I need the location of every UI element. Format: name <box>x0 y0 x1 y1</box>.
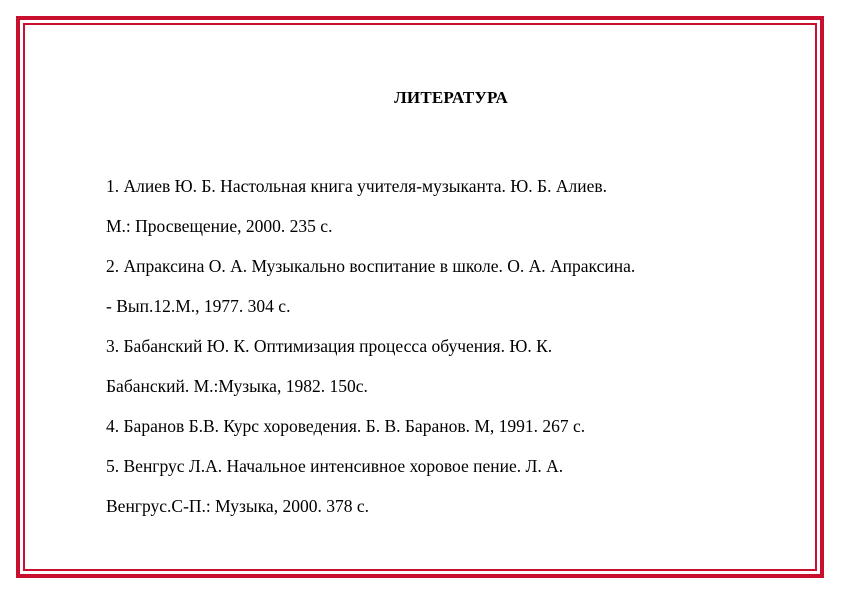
reference-line: 5. Венгрус Л.А. Начальное интенсивное хоровое пение. Л. А. <box>106 456 564 476</box>
reference-line: 3. Бабанский Ю. К. Оптимизация процесса обучения. Ю. К. <box>106 336 553 356</box>
page-title: ЛИТЕРАТУРА <box>394 88 508 107</box>
reference-line: - Вып.12.М., 1977. 304 с. <box>106 296 291 316</box>
reference-line: М.: Просвещение, 2000. 235 с. <box>106 216 333 236</box>
reference-list <box>106 172 786 532</box>
reference-line: Венгрус.С-П.: Музыка, 2000. 378 с. <box>106 496 369 516</box>
reference-line: 4. Баранов Б.В. Курс хороведения. Б. В. Баранов. М, 1991. 267 с. <box>106 416 586 436</box>
reference-line: Бабанский. М.:Музыка, 1982. 150с. <box>106 376 368 396</box>
reference-line: 1. Алиев Ю. Б. Настольная книга учителя-музыканта. Ю. Б. Алиев. <box>106 176 607 196</box>
reference-line: 2. Апраксина О. А. Музыкально воспитание в школе. О. А. Апраксина. <box>106 256 636 276</box>
